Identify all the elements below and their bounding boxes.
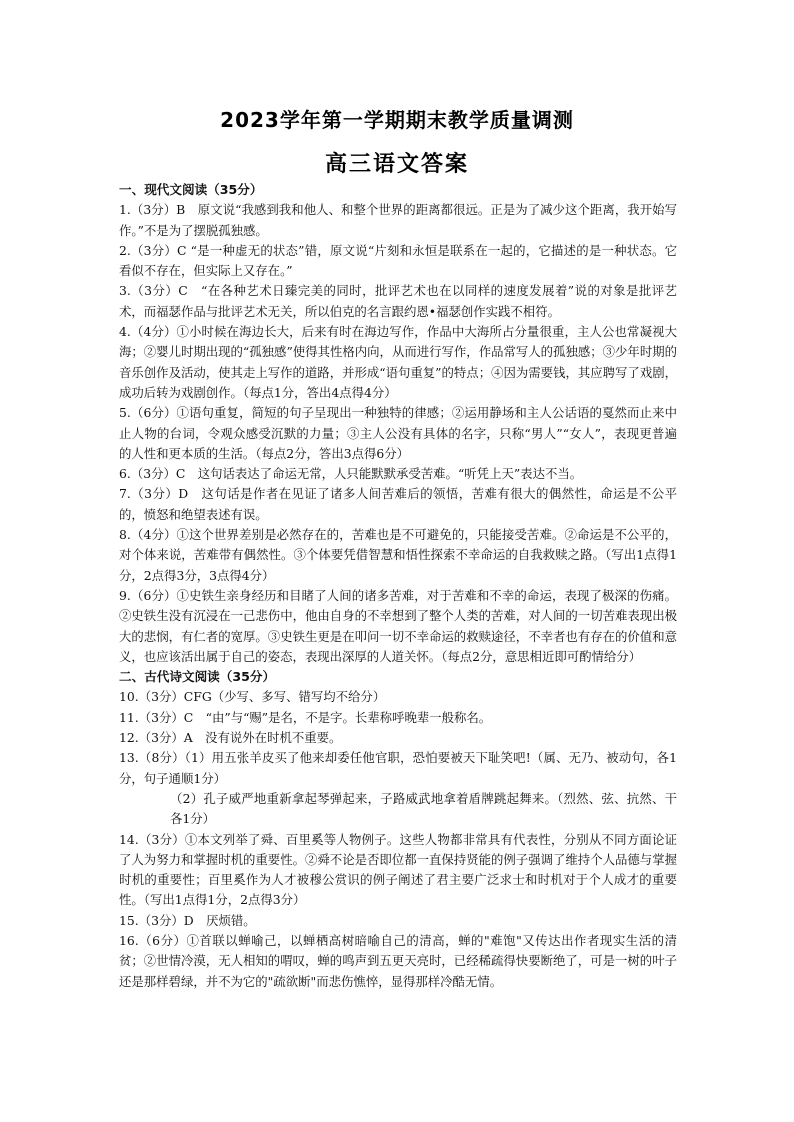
answer-item-15: 15.（3分）D 厌烦错。 (119, 912, 256, 928)
document-title: 2023学年第一学期期末教学质量调测 (220, 108, 574, 132)
answer-item-16: 16.（6分）①首联以蝉喻己，以蝉栖高树暗喻自己的清高，蝉的"难饱"又传达出作者现实生活的清贫；②世情冷漠，无人相知的喟叹，蝉的鸣声到五更天亮时，已经稀疏得快要断绝了，可是一树的叶子还是那样碧绿，并不为它的"疏欲断"而悲伤憔悴，显得那样冷酷无情。 (119, 932, 677, 989)
answer-item-3: 3.（3分）C “在各种艺术日臻完美的同时，批评艺术也在以同样的速度发展着”说的对象是批评艺术，而福瑟作品与批评艺术无关，所以伯克的名言跟约恩•福瑟创作实践不相符。 (119, 283, 677, 319)
answer-item-7: 7.（3分）D 这句话是作者在见证了诸多人间苦难后的领悟，苦难有很大的偶然性，命运是不公平的，愤怒和绝望表述有误。 (119, 486, 677, 522)
answer-item-2: 2.（3分）C “是一种虚无的状态”错，原文说“片刻和永恒是联系在一起的，它描述的是一种状态。它看似不存在，但实际上又存在。” (119, 242, 677, 279)
answer-item-4: 4.（4分）①小时候在海边长大，后来有时在海边写作，作品中大海所占分量很重，主人公也常凝视大海；②婴儿时期出现的“孤独感”使得其性格内向，从而进行写作，作品常写人的孤独感；③少年时期的音乐创作及活动，使其走上写作的道路，并形成“语句重复”的特点；④因为需要钱，其应聘写了戏剧，成功后转为戏剧创作。（每点1分，答出4点得4分） (119, 324, 677, 400)
answer-item-13-part-2: （2）孔子威严地重新拿起琴弹起来，子路威武地拿着盾牌跳起舞来。（烈然、弦、抗然、干各1分） (170, 790, 677, 827)
answer-item-9: 9.（6分）①史铁生亲身经历和目睹了人间的诸多苦难，对于苦难和不幸的命运，表现了极深的伤痛。②史铁生没有沉浸在一己悲伤中，他由自身的不幸想到了整个人类的苦难，对人间的一切苦难表现出极大的悲悯，有仁者的宽厚。③史铁生更是在叩问一切不幸命运的救赎途径，不幸者也有存在的价值和意义，也应该活出属于自己的姿态，表现出深厚的人道关怀。（每点2分，意思相近即可酌情给分） (119, 587, 677, 664)
document-subtitle: 高三语文答案 (324, 152, 469, 177)
answer-item-10: 10.（3分）CFG（少写、多写、错写均不给分） (119, 689, 386, 705)
answer-item-1: 1.（3分）B 原文说“我感到我和他人、和整个世界的距离都很远。正是为了减少这个距离，我开始写作。”不是为了摆脱孤独感。 (119, 202, 677, 238)
answer-item-8: 8.（4分）①这个世界差别是必然存在的，苦难也是不可避免的，只能接受苦难。②命运是不公平的，对个体来说，苦难带有偶然性。③个体要凭借智慧和悟性探索不幸命运的自我救赎之路。（写出1点得1分，2点得3分，3点得4分） (119, 527, 677, 583)
answer-item-6: 6.（3分）C 这句话表达了命运无常，人只能默默承受苦难。“听凭上天”表达不当。 (119, 466, 583, 482)
answer-item-11: 11.（3分）C “由”与“赐”是名，不是字。长辈称呼晚辈一般称名。 (119, 709, 492, 725)
answer-item-14: 14.（3分）①本文列举了舜、百里奚等人物例子。这些人物都非常具有代表性，分别从不同方面论证了人为努力和掌握时机的重要性。②舜不论是否即位都一直保持贤能的例子强调了维持个人品德与掌握时机的重要性；百里奚作为人才被穆公赏识的例子阐述了君主要广泛求士和时机对于个人成才的重要性。（写出1点得1分，2点得3分） (119, 831, 677, 908)
answer-content (119, 180, 677, 992)
answer-item-5: 5.（6分）①语句重复，简短的句子呈现出一种独特的律感；②运用静场和主人公话语的戛然而止来中止人物的台词，令观众感受沉默的力量；③主人公没有具体的名字，只称“男人”“女人”，表现更普遍的人性和更本质的生活。（每点2分，答出3点得6分） (119, 405, 677, 461)
section-heading-modern-reading: 一、现代文阅读（35分） (119, 182, 263, 197)
section-heading-classical-reading: 二、古代诗文阅读（35分） (119, 669, 276, 685)
answer-item-12: 12.（3分）A 没有说外在时机不重要。 (119, 730, 342, 746)
answer-item-13-part-1: 13.（8分）（1）用五张羊皮买了他来却委任他官职，恐怕要被天下耻笑吧!（属、无乃、被动句，各1分，句子通顺1分） (119, 750, 677, 786)
